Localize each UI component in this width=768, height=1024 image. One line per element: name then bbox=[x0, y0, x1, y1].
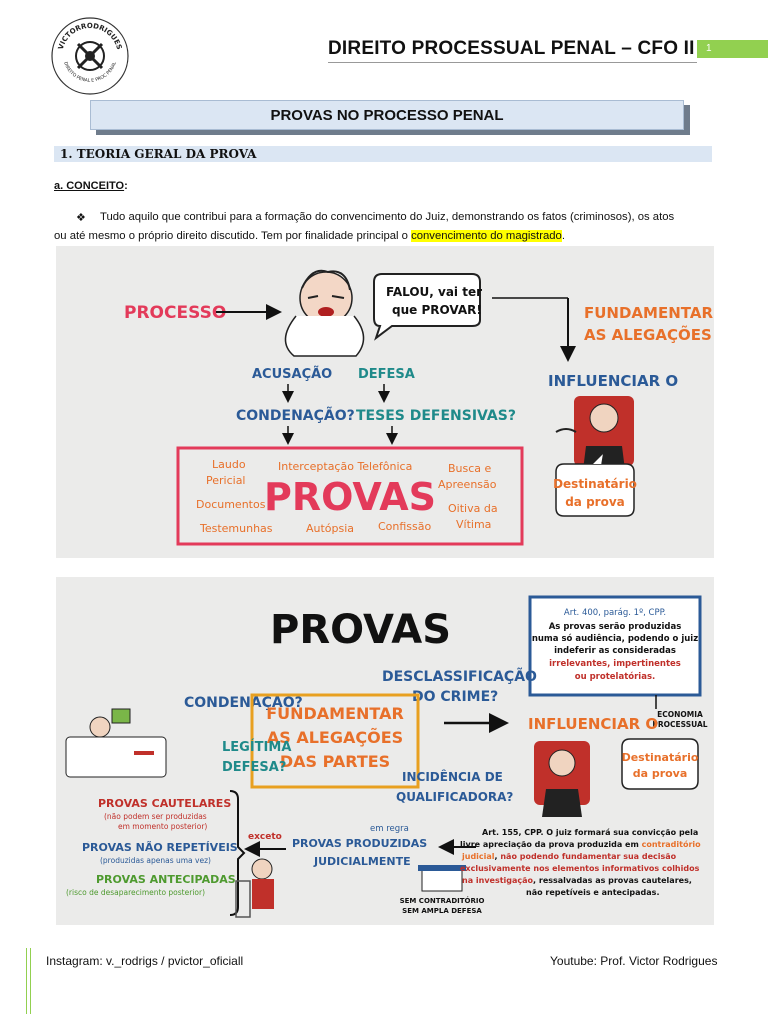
svg-text:Destinatário: Destinatário bbox=[553, 477, 637, 491]
svg-text:Autópsia: Autópsia bbox=[306, 522, 355, 535]
svg-text:SEM CONTRADITÓRIO: SEM CONTRADITÓRIO bbox=[399, 897, 485, 905]
concept-colon: : bbox=[124, 180, 128, 192]
svg-text:(não podem ser produzidas: (não podem ser produzidas bbox=[104, 812, 207, 821]
svg-text:exclusivamente nos elementos i: exclusivamente nos elementos informativos colhidos bbox=[460, 864, 700, 873]
svg-text:Vítima: Vítima bbox=[456, 518, 492, 531]
svg-text:CONDENAÇÃO?: CONDENAÇÃO? bbox=[236, 408, 355, 424]
svg-text:Art. 400, parág. 1º, CPP.: Art. 400, parág. 1º, CPP. bbox=[563, 608, 667, 618]
svg-text:indeferir as consideradas: indeferir as consideradas bbox=[554, 646, 676, 656]
document-title: DIREITO PROCESSUAL PENAL – CFO II bbox=[328, 38, 695, 59]
svg-text:Confissão: Confissão bbox=[378, 520, 432, 533]
svg-text:ou protelatórias.: ou protelatórias. bbox=[574, 672, 656, 682]
subheading: 1. TEORIA GERAL DA PROVA bbox=[54, 146, 712, 162]
police-station-icon bbox=[418, 865, 466, 891]
processo-label: PROCESSO bbox=[124, 303, 227, 323]
svg-text:FUNDAMENTAR: FUNDAMENTAR bbox=[584, 304, 713, 322]
concept-paragraph-line2 bbox=[54, 227, 565, 245]
infographic-provas-1 bbox=[56, 246, 714, 558]
svg-text:Interceptação Telefônica: Interceptação Telefônica bbox=[278, 460, 413, 473]
svg-text:livre apreciação da prova prod: livre apreciação da prova produzida em contraditório bbox=[460, 840, 701, 849]
victor-rodrigues-logo bbox=[48, 14, 132, 98]
svg-text:PROVAS PRODUZIDAS: PROVAS PRODUZIDAS bbox=[292, 837, 428, 850]
svg-text:AS ALEGAÇÕES: AS ALEGAÇÕES bbox=[266, 728, 404, 747]
svg-text:CONDENAÇÃO?: CONDENAÇÃO? bbox=[184, 695, 303, 711]
concept-label bbox=[54, 180, 128, 192]
svg-text:Documentos: Documentos bbox=[196, 498, 266, 511]
svg-text:PROCESSUAL: PROCESSUAL bbox=[652, 720, 708, 729]
svg-text:(produzidas apenas uma vez): (produzidas apenas uma vez) bbox=[100, 856, 211, 865]
line2-text: ou até mesmo o próprio direito discutido. Tem por finalidade principal o bbox=[54, 230, 412, 242]
diamond-bullet-icon: ❖ bbox=[76, 212, 86, 224]
svg-text:DESCLASSIFICAÇÃO: DESCLASSIFICAÇÃO bbox=[382, 669, 537, 685]
svg-text:que PROVAR!: que PROVAR! bbox=[392, 303, 482, 317]
svg-text:SEM AMPLA DEFESA: SEM AMPLA DEFESA bbox=[402, 907, 482, 915]
svg-text:da prova: da prova bbox=[565, 495, 625, 509]
svg-text:PROVAS ANTECIPADAS: PROVAS ANTECIPADAS bbox=[96, 873, 236, 886]
infographic-provas-2 bbox=[56, 577, 714, 925]
svg-text:não repetíveis e antecipadas.: não repetíveis e antecipadas. bbox=[526, 888, 660, 897]
hospital-patient-icon bbox=[66, 709, 166, 777]
svg-text:VICTORRODRIGUES: VICTORRODRIGUES bbox=[56, 21, 124, 51]
svg-text:irrelevantes, impertinentes: irrelevantes, impertinentes bbox=[549, 659, 681, 669]
footer-instagram: Instagram: v._rodrigs / pvictor_oficiall bbox=[46, 954, 244, 968]
svg-text:em regra: em regra bbox=[370, 824, 409, 834]
svg-text:Destinatário: Destinatário bbox=[621, 751, 699, 764]
svg-text:INFLUENCIAR O: INFLUENCIAR O bbox=[548, 372, 679, 390]
svg-text:JUDICIALMENTE: JUDICIALMENTE bbox=[314, 855, 411, 868]
svg-text:DAS PARTES: DAS PARTES bbox=[279, 752, 391, 771]
svg-text:Pericial: Pericial bbox=[206, 474, 246, 487]
svg-text:judicial, não podendo fundamen: judicial, não podendo fundamentar sua decisão bbox=[462, 852, 677, 861]
svg-text:Testemunhas: Testemunhas bbox=[200, 522, 273, 535]
svg-text:TESES DEFENSIVAS?: TESES DEFENSIVAS? bbox=[356, 408, 516, 424]
page-number: 1 bbox=[706, 43, 712, 54]
angry-character-icon bbox=[285, 271, 363, 356]
svg-text:numa só audiência, podendo o j: numa só audiência, podendo o juiz bbox=[531, 634, 699, 644]
svg-text:DIREITO PENAL E PROC PENAL: DIREITO PENAL E PROC PENAL bbox=[62, 61, 118, 84]
svg-text:da prova: da prova bbox=[632, 767, 688, 780]
infographic-2-canvas bbox=[56, 577, 714, 925]
svg-text:na investigação, ressalvadas a: na investigação, ressalvadas as provas cautelares, bbox=[462, 876, 692, 885]
svg-text:PROVAS: PROVAS bbox=[270, 607, 452, 653]
infographic-1-canvas bbox=[56, 246, 714, 558]
header-divider bbox=[328, 62, 697, 63]
section-banner: PROVAS NO PROCESSO PENAL bbox=[90, 100, 684, 130]
svg-text:ACUSAÇÃO: ACUSAÇÃO bbox=[252, 367, 333, 382]
svg-text:FUNDAMENTAR: FUNDAMENTAR bbox=[266, 704, 404, 723]
svg-text:exceto: exceto bbox=[248, 832, 282, 842]
svg-text:Art. 155, CPP. O juiz formará: Art. 155, CPP. O juiz formará sua convicção pela bbox=[482, 828, 699, 837]
elderly-walker-icon bbox=[236, 859, 274, 917]
svg-text:DO CRIME?: DO CRIME? bbox=[412, 689, 499, 705]
concept-label-text: a. CONCEITO bbox=[54, 180, 125, 192]
svg-text:Busca e: Busca e bbox=[448, 462, 492, 475]
svg-text:Laudo: Laudo bbox=[212, 458, 246, 471]
svg-text:DEFESA?: DEFESA? bbox=[222, 760, 287, 775]
svg-text:Oitiva da: Oitiva da bbox=[448, 502, 498, 515]
svg-text:As provas serão produzidas: As provas serão produzidas bbox=[548, 622, 682, 632]
svg-text:QUALIFICADORA?: QUALIFICADORA? bbox=[396, 790, 514, 804]
concept-paragraph-line1: Tudo aquilo que contribui para a formação do convencimento do Juiz, demonstrando os fatos (criminosos), os atos bbox=[100, 211, 675, 223]
judge-icon bbox=[534, 741, 590, 817]
svg-text:Apreensão: Apreensão bbox=[438, 478, 497, 491]
svg-text:ECONOMIA: ECONOMIA bbox=[657, 710, 703, 719]
highlighted-text: convencimento do magistrado bbox=[411, 230, 562, 242]
svg-text:INCIDÊNCIA DE: INCIDÊNCIA DE bbox=[402, 770, 503, 784]
svg-text:AS ALEGAÇÕES: AS ALEGAÇÕES bbox=[584, 326, 712, 344]
svg-text:INFLUENCIAR O: INFLUENCIAR O bbox=[528, 715, 659, 733]
speech-bubble bbox=[374, 274, 482, 338]
svg-text:(risco de desaparecimento post: (risco de desaparecimento posterior) bbox=[66, 888, 205, 897]
svg-text:PROVAS CAUTELARES: PROVAS CAUTELARES bbox=[98, 797, 232, 810]
footer-accent-line bbox=[26, 948, 31, 1014]
line2-end: . bbox=[561, 230, 565, 242]
svg-text:FALOU, vai ter: FALOU, vai ter bbox=[386, 285, 483, 299]
svg-text:DEFESA: DEFESA bbox=[358, 367, 415, 382]
footer-youtube: Youtube: Prof. Victor Rodrigues bbox=[550, 954, 718, 968]
svg-text:PROVAS NÃO REPETÍVEIS: PROVAS NÃO REPETÍVEIS bbox=[82, 841, 238, 854]
svg-text:em momento posterior): em momento posterior) bbox=[118, 822, 208, 831]
svg-text:PROVAS: PROVAS bbox=[263, 475, 437, 519]
svg-text:LEGÍTIMA: LEGÍTIMA bbox=[222, 740, 292, 755]
